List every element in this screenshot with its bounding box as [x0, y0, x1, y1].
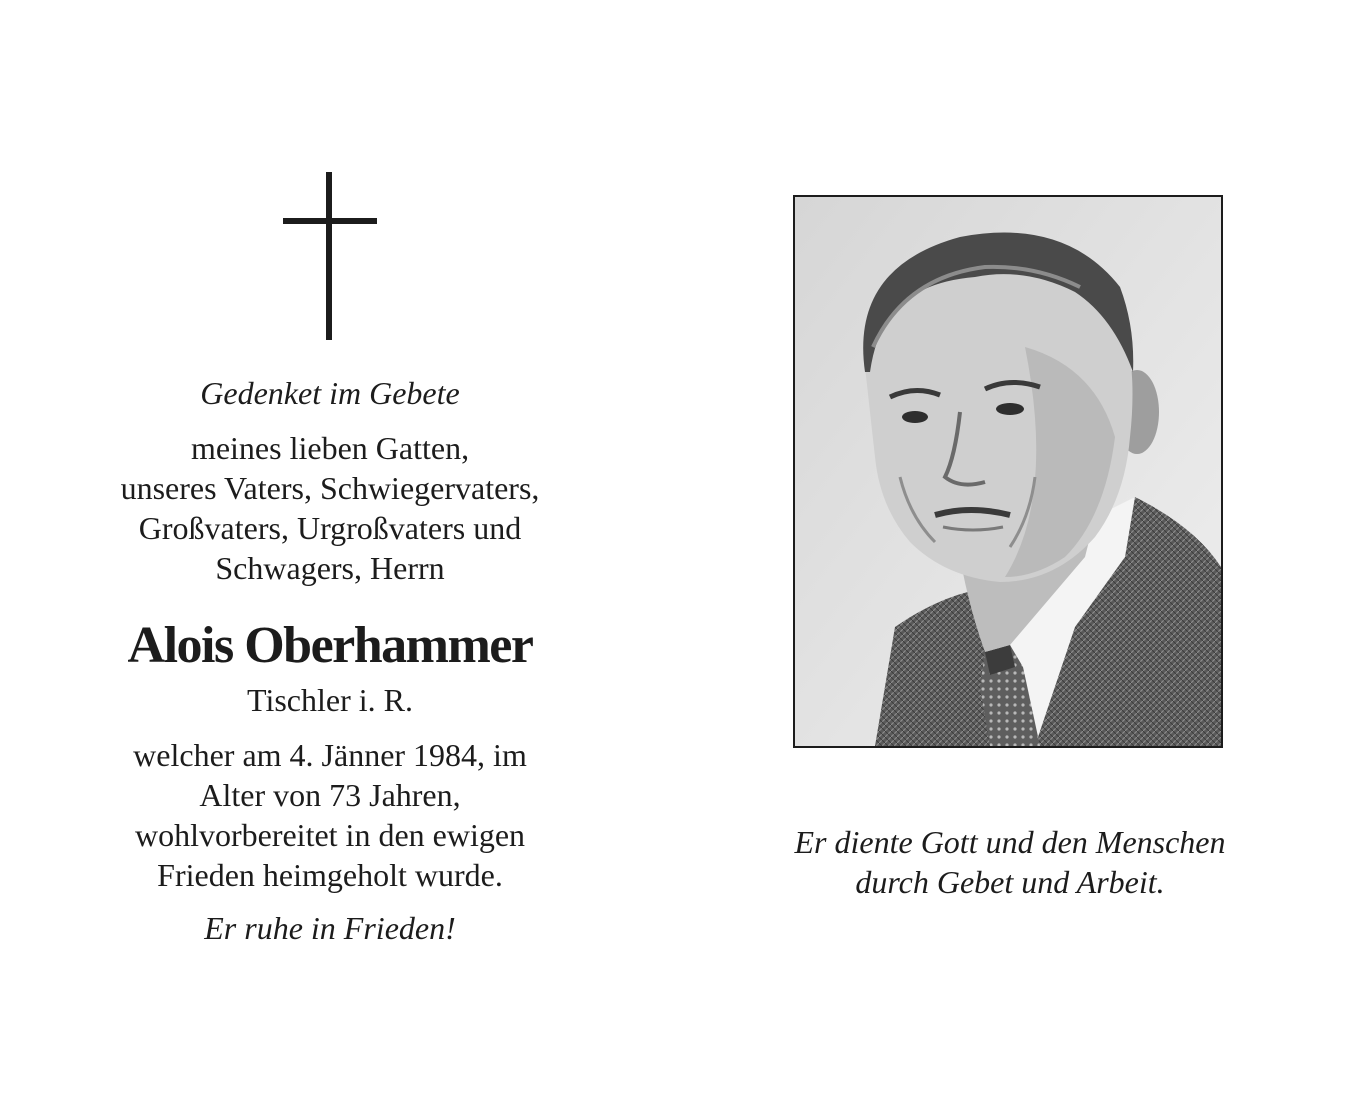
closing-blessing: Er ruhe in Frieden!	[204, 910, 456, 946]
death-line-1: welcher am 4. Jänner 1984, im	[133, 737, 527, 773]
intro-line-2: unseres Vaters, Schwiegervaters,	[120, 470, 540, 506]
death-line-2: Alter von 73 Jahren,	[199, 777, 461, 813]
deceased-name: Alois Oberhammer	[127, 617, 533, 674]
intro-line-4: Schwagers, Herrn	[215, 550, 445, 586]
occupation: Tischler i. R.	[247, 682, 413, 718]
portrait-photo	[793, 195, 1223, 748]
caption-line-2: durch Gebet und Arbeit.	[855, 864, 1165, 900]
caption-line-1: Er diente Gott und den Menschen	[794, 824, 1226, 860]
prayer-heading: Gedenket im Gebete	[200, 375, 460, 411]
death-line-3: wohlvorbereitet in den ewigen	[134, 817, 526, 853]
intro-line-3: Großvaters, Urgroßvaters und	[138, 510, 522, 546]
death-line-4: Frieden heimgeholt wurde.	[157, 857, 503, 893]
intro-line-1: meines lieben Gatten,	[190, 430, 470, 466]
cross-icon	[283, 172, 377, 340]
